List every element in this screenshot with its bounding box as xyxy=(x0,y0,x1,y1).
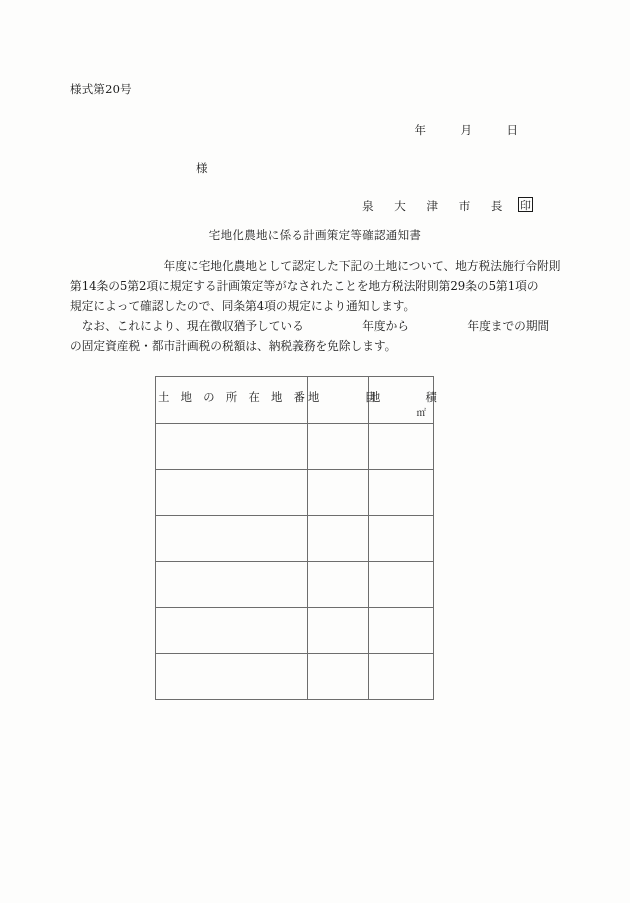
cell-area[interactable] xyxy=(369,562,434,608)
body-text xyxy=(70,256,566,356)
date-line: 年 月 日 xyxy=(414,123,518,137)
cell-area[interactable] xyxy=(369,516,434,562)
cell-area[interactable] xyxy=(369,470,434,516)
column-header-area xyxy=(369,377,437,424)
body-line: 第14条の5第2項に規定する計画策定等がなされたことを地方税法附則第29条の5第1項の xyxy=(70,279,539,293)
area-unit-label: ㎡ xyxy=(416,408,426,419)
body-line: 年度に宅地化農地として認定した下記の土地について、地方税法施行令附則 xyxy=(70,259,561,273)
table-row xyxy=(156,470,434,516)
column-header-location-label: 土 地 の 所 在 地 番 xyxy=(158,391,305,404)
page-title: 宅地化農地に係る計画策定等確認通知書 xyxy=(208,228,422,242)
cell-category[interactable] xyxy=(308,654,369,700)
cell-category[interactable] xyxy=(308,516,369,562)
column-header-location xyxy=(156,377,308,424)
issuer-name: 泉 大 津 市 長 xyxy=(362,199,507,213)
table-row xyxy=(156,516,434,562)
land-details-table xyxy=(155,376,437,700)
cell-area[interactable] xyxy=(369,654,434,700)
table-row xyxy=(156,562,434,608)
seal-stamp-icon: 印 xyxy=(520,199,531,212)
cell-location[interactable] xyxy=(156,608,308,654)
table-row xyxy=(156,654,434,700)
addressee-honorific: 様 xyxy=(196,161,208,175)
table-row xyxy=(156,424,434,470)
form-number: 様式第20号 xyxy=(70,82,132,96)
cell-category[interactable] xyxy=(308,562,369,608)
body-line: の固定資産税・都市計画税の税額は、納税義務を免除します。 xyxy=(70,339,397,353)
cell-area[interactable] xyxy=(369,608,434,654)
body-line: なお、これにより、現在徴収猶予している 年度から 年度までの期間 xyxy=(70,319,550,333)
cell-location[interactable] xyxy=(156,470,308,516)
cell-location[interactable] xyxy=(156,562,308,608)
cell-category[interactable] xyxy=(308,470,369,516)
cell-category[interactable] xyxy=(308,608,369,654)
table-row xyxy=(156,608,434,654)
cell-location[interactable] xyxy=(156,654,308,700)
table-header-row xyxy=(156,377,434,424)
cell-location[interactable] xyxy=(156,424,308,470)
body-line: 規定によって確認したので、同条第4項の規定により通知します。 xyxy=(70,299,416,313)
column-header-area-label: 地 積 xyxy=(369,391,437,404)
column-header-category xyxy=(308,377,376,424)
issuer-line xyxy=(0,197,533,214)
cell-location[interactable] xyxy=(156,516,308,562)
column-header-category-label: 地 目 xyxy=(308,391,376,404)
cell-area[interactable] xyxy=(369,424,434,470)
cell-category[interactable] xyxy=(308,424,369,470)
